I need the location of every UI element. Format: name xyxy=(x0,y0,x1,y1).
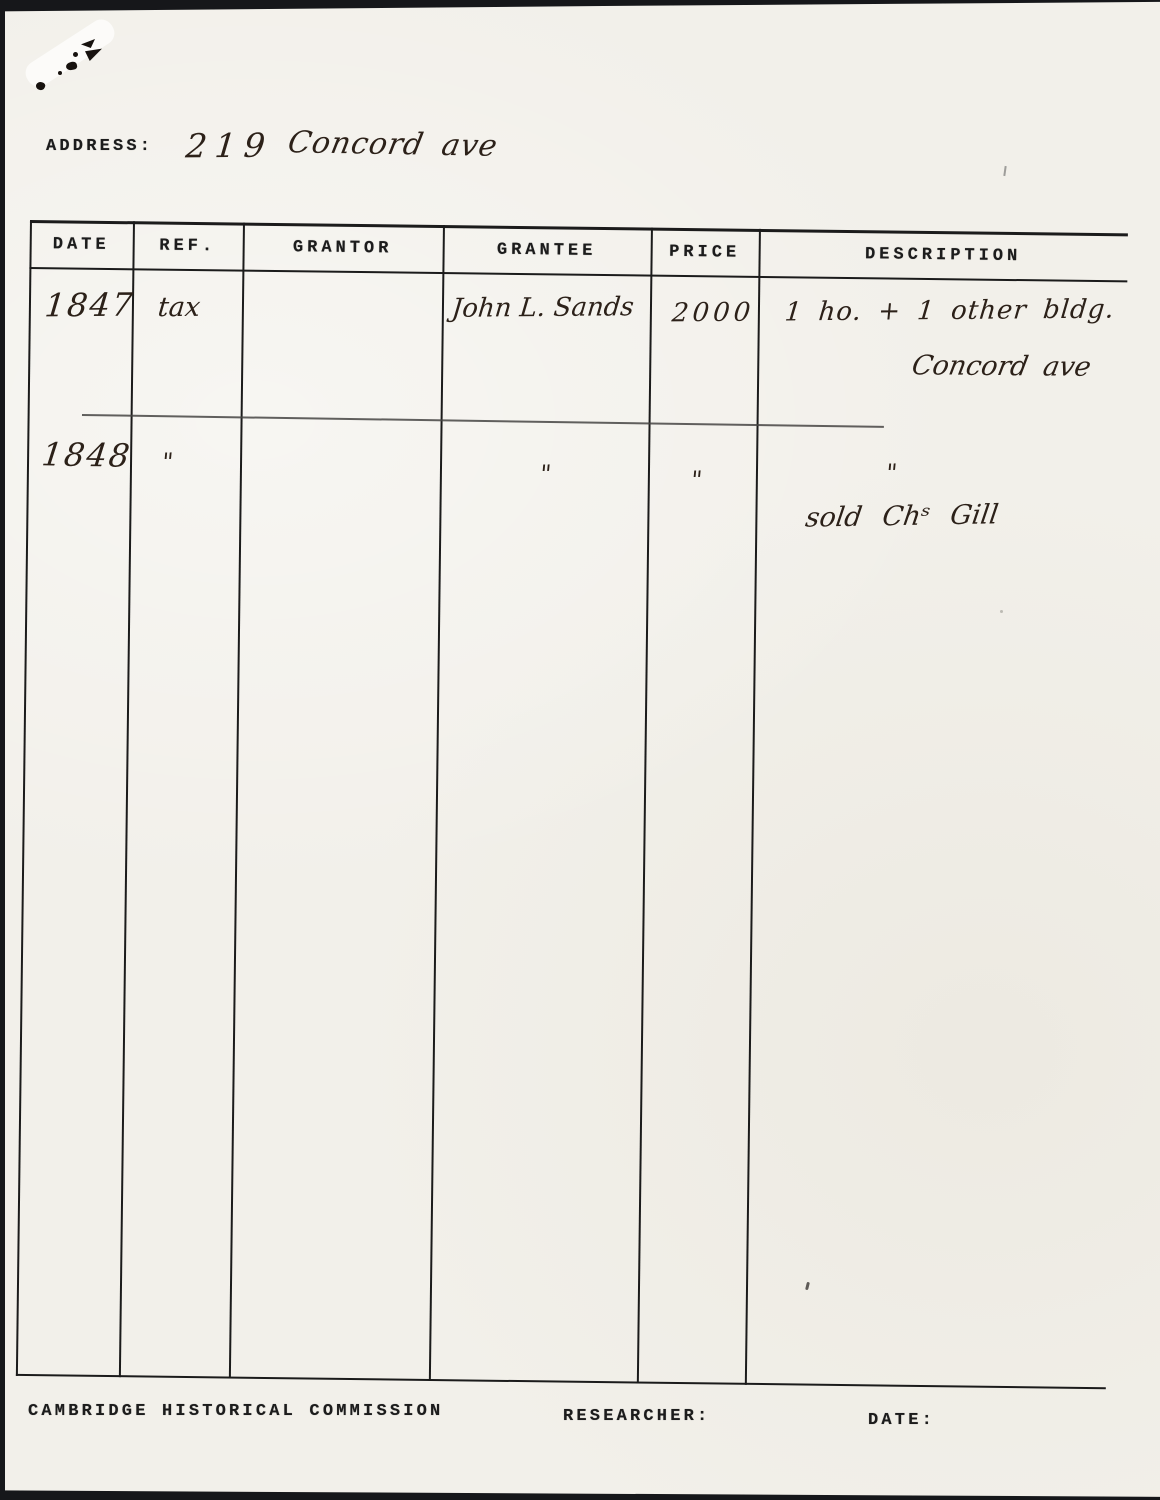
researcher-label: RESEARCHER: xyxy=(563,1407,711,1426)
ledger-table xyxy=(16,220,1128,1393)
table-border-bottom xyxy=(16,1374,1106,1389)
col-header-date: DATE xyxy=(52,235,110,255)
column-line-1 xyxy=(119,221,135,1377)
row1-date: 1847 xyxy=(43,285,137,325)
row1-price: 2000 xyxy=(670,297,756,329)
row1-grantee: John L. Sands xyxy=(450,292,636,324)
date-label: DATE: xyxy=(868,1411,936,1430)
row2-date: 1848 xyxy=(39,435,134,475)
address-label: ADDRESS: xyxy=(46,137,154,156)
column-line-5 xyxy=(745,229,761,1385)
col-header-grantor: GRANTOR xyxy=(292,238,393,259)
scan-edge-bottom xyxy=(0,1489,1160,1500)
row1-description-line2: Concord ave xyxy=(909,350,1094,383)
ink-speck xyxy=(1003,166,1006,176)
address-street-handwritten: Concord ave xyxy=(284,125,501,164)
correction-smudge xyxy=(21,15,119,91)
row2-description-ditto: " xyxy=(884,458,899,488)
col-header-price: PRICE xyxy=(669,242,741,263)
column-line-4 xyxy=(637,228,653,1384)
ink-blob xyxy=(65,61,77,71)
table-border-top xyxy=(30,220,1128,236)
footer-organization: CAMBRIDGE HISTORICAL COMMISSION xyxy=(28,1402,444,1421)
table-border-left xyxy=(16,220,32,1376)
col-header-ref: REF. xyxy=(159,236,217,257)
col-header-description: DESCRIPTION xyxy=(864,245,1022,267)
row1-description-line1: 1 ho. + 1 other bldg. xyxy=(783,294,1117,328)
ink-blob xyxy=(58,71,62,75)
row2-grantee-ditto: " xyxy=(538,459,553,489)
scan-edge-top xyxy=(0,0,1160,12)
row2-ref-ditto: " xyxy=(160,447,175,477)
row2-description-note: sold Chˢ Gill xyxy=(803,499,1001,534)
column-line-3 xyxy=(429,225,445,1381)
ink-blob xyxy=(73,52,78,57)
address-number-handwritten: 219 xyxy=(184,125,275,166)
scan-edge-left xyxy=(0,0,5,1500)
header-separator-line xyxy=(29,267,1127,282)
column-line-2 xyxy=(229,223,245,1379)
row2-price-ditto: " xyxy=(689,465,704,495)
col-header-grantee: GRANTEE xyxy=(496,240,597,261)
row1-ref: tax xyxy=(156,291,202,324)
